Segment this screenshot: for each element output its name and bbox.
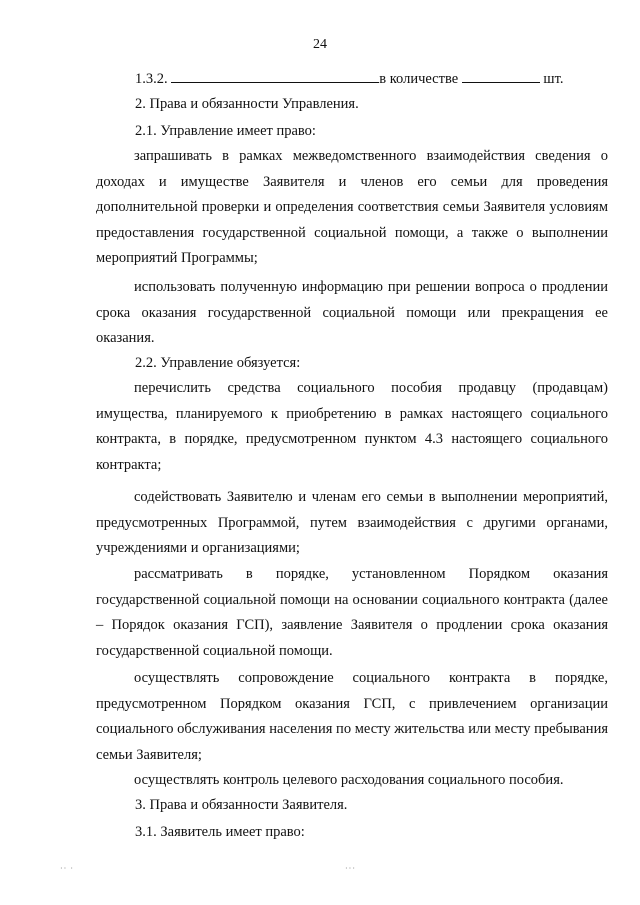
section-2-2-heading: 2.2. Управление обязуется: — [135, 355, 301, 371]
scan-mark-center: ··· — [345, 864, 356, 873]
page-number: 24 — [313, 37, 327, 52]
in-quantity-label: в количестве — [379, 71, 459, 87]
section-3-heading: 3. Права и обязанности Заявителя. — [135, 797, 348, 813]
item-number: 1.3.2. — [135, 71, 168, 87]
paragraph-support: осуществлять сопровождение социального контракта в порядке, предусмотренном Порядком оказания ГСП, с привлечением организации социального обслуживания населения по месту жительства или месту пребывания семьи Заявителя; — [96, 670, 608, 763]
paragraph-control: осуществлять контроль целевого расходования социального пособия. — [134, 772, 564, 788]
paragraph-transfer-funds: перечислить средства социального пособия продавцу (продавцам) имущества, планируемого к приобретению в рамках настоящего социального контракта, в порядке, предусмотренном пунктом 4.3 настоящего социального контракта; — [96, 380, 608, 473]
paragraph-review-application: рассматривать в порядке, установленном Порядком оказания государственной социальной помощи на основании социального контракта (далее – Порядок оказания ГСП), заявление Заявителя о продлении срока оказания государственной социальной помощи. — [96, 566, 608, 659]
item-1-3-2 — [135, 70, 605, 88]
section-2-heading: 2. Права и обязанности Управления. — [135, 96, 359, 112]
unit-label: шт. — [543, 71, 564, 87]
section-3-1-heading: 3.1. Заявитель имеет право: — [135, 824, 305, 840]
section-2-1-heading: 2.1. Управление имеет право: — [135, 123, 316, 139]
paragraph-request-info: запрашивать в рамках межведомственного взаимодействия сведения о доходах и имуществе Заявителя и членов его семьи для проведения дополнительной проверки и определения соответствия семьи Заявителя условиям предоставления государственной социальной помощи, а также о выполнении мероприятий Программы; — [96, 148, 608, 266]
item-name-blank — [171, 70, 379, 83]
scan-mark-left: ·· · — [60, 864, 74, 873]
paragraph-use-info: использовать полученную информацию при решении вопроса о продлении срока оказания государственной социальной помощи или прекращения ее оказания. — [96, 279, 608, 346]
quantity-blank — [462, 70, 540, 83]
paragraph-assist: содействовать Заявителю и членам его семьи в выполнении мероприятий, предусмотренных Программой, путем взаимодействия с другими органами, учреждениями и организациями; — [96, 489, 608, 556]
